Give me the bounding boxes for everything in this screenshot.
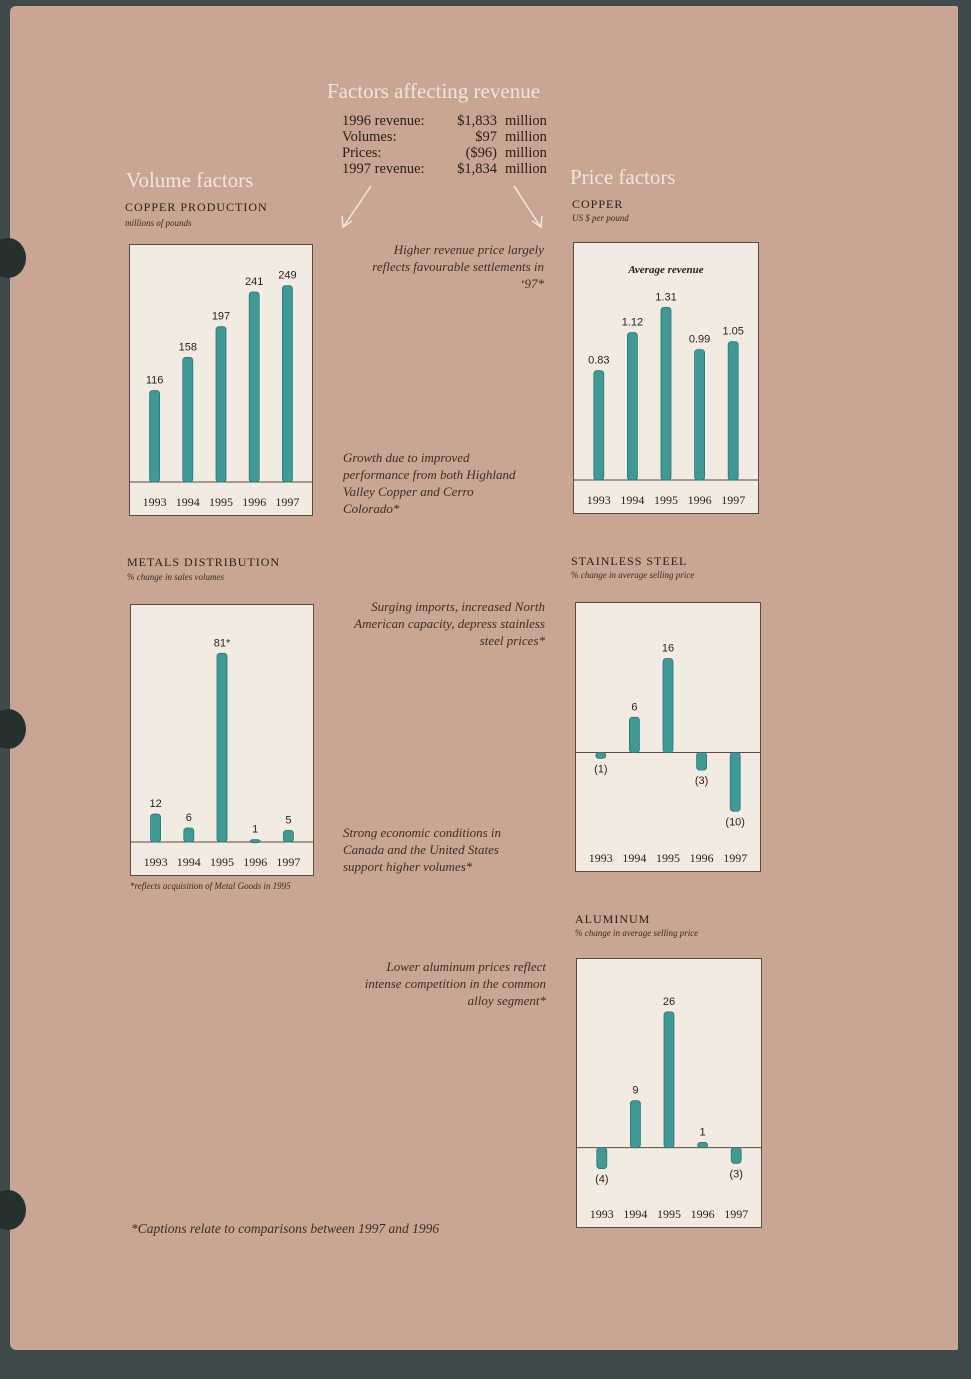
- chart-tick-label: 1993: [142, 495, 167, 509]
- metals-footnote: *reflects acquisition of Metal Goods in 1995: [130, 881, 291, 891]
- chart-tick-label: 1997: [275, 495, 300, 509]
- chart-subtitle: millions of pounds: [125, 218, 192, 228]
- chart-tick-label: 1996: [242, 495, 267, 509]
- report-page: [10, 6, 958, 1350]
- chart-data-label: 9: [632, 1084, 639, 1097]
- chart-data-label: 12: [149, 798, 162, 811]
- chart-svg: [574, 243, 758, 513]
- chart-tick-label: 1994: [176, 855, 201, 869]
- copper-price-chart: [573, 242, 759, 514]
- chart-tick-label: 1993: [589, 1207, 614, 1221]
- chart-data-label: 1.05: [722, 325, 744, 338]
- chart-data-label: (4): [595, 1173, 609, 1186]
- chart-data-label: 158: [178, 341, 197, 354]
- chart-tick-label: 1994: [175, 495, 200, 509]
- chart-svg: [131, 605, 313, 875]
- chart-data-label: 1: [699, 1126, 706, 1139]
- revenue-row: 1996 revenue: $1,833 million: [342, 113, 547, 129]
- caption-stainless: Surging imports, increased North American capacity, depress stainless steel prices*: [354, 599, 545, 648]
- chart-subtitle: % change in average selling price: [571, 570, 695, 580]
- caption-copper-price: Higher revenue price largely reflects favourable settlements in ‘97*: [372, 242, 544, 291]
- chart-bar: [596, 753, 606, 759]
- chart-tick-label: 1993: [586, 493, 611, 507]
- chart-data-label: 1.31: [655, 291, 677, 304]
- chart-data-label: (3): [694, 775, 709, 788]
- chart-bar: [661, 307, 671, 480]
- chart-bar: [698, 1142, 708, 1147]
- chart-tick-label: 1994: [622, 851, 647, 865]
- chart-bar: [630, 1101, 640, 1148]
- chart-data-label: 81*: [213, 637, 231, 650]
- binder-hole: [0, 1190, 26, 1230]
- chart-bar: [151, 814, 161, 842]
- chart-bar: [217, 653, 227, 842]
- chart-data-label: 0.83: [588, 354, 610, 367]
- chart-bar: [731, 1148, 741, 1164]
- chart-tick-label: 1993: [143, 855, 168, 869]
- chart-data-label: 197: [211, 310, 231, 323]
- chart-data-label: 6: [631, 701, 638, 714]
- chart-bar: [282, 286, 292, 482]
- chart-data-label: 1.12: [621, 316, 644, 329]
- aluminum-chart: [576, 958, 762, 1228]
- chart-bar: [184, 828, 194, 842]
- chart-tick-label: 1996: [690, 1207, 715, 1221]
- chart-bar: [283, 830, 293, 842]
- metals-distribution-chart: [130, 604, 314, 876]
- chart-inner-title: Average revenue: [628, 264, 704, 276]
- chart-data-label: 5: [285, 814, 292, 827]
- chart-bar: [663, 659, 673, 753]
- stainless-steel-chart: [575, 602, 761, 872]
- caption-metals: Strong economic conditions in Canada and the United States support higher volumes*: [343, 825, 502, 874]
- chart-tick-label: 1994: [620, 493, 645, 507]
- chart-data-label: 241: [245, 275, 264, 288]
- chart-bar: [695, 350, 705, 480]
- chart-data-label: 6: [185, 812, 192, 825]
- chart-data-label: 249: [278, 269, 297, 282]
- chart-subtitle: % change in sales volumes: [127, 572, 224, 582]
- chart-title: ALUMINUM: [575, 912, 651, 926]
- chart-svg: [130, 245, 312, 515]
- chart-bar: [216, 327, 226, 482]
- chart-tick-label: 1996: [687, 493, 712, 507]
- volume-factors-heading: Volume factors: [126, 168, 254, 192]
- chart-bar: [183, 357, 193, 482]
- revenue-row: Prices: ($96) million: [342, 145, 547, 161]
- chart-bar: [250, 840, 260, 843]
- page-title: Factors affecting revenue: [327, 79, 541, 103]
- chart-bar: [150, 391, 160, 482]
- price-factors-heading: Price factors: [570, 165, 676, 189]
- chart-title: STAINLESS STEEL: [571, 554, 688, 568]
- arrow-left-icon: [338, 184, 378, 232]
- caption-footnote: *Captions relate to comparisons between 1997 and 1996: [131, 1221, 440, 1236]
- chart-data-label: 0.99: [688, 333, 711, 346]
- binder-hole: [0, 238, 26, 278]
- chart-tick-label: 1996: [243, 855, 268, 869]
- chart-bar: [594, 371, 604, 480]
- chart-svg: [576, 603, 760, 871]
- chart-data-label: 1: [252, 823, 259, 836]
- chart-data-label: 116: [145, 374, 164, 387]
- chart-bar: [597, 1148, 607, 1169]
- chart-tick-label: 1996: [689, 851, 714, 865]
- chart-tick-label: 1995: [209, 495, 233, 509]
- chart-tick-label: 1997: [724, 1207, 749, 1221]
- chart-bar: [627, 332, 637, 480]
- chart-bar: [629, 717, 639, 752]
- chart-tick-label: 1995: [656, 851, 680, 865]
- chart-title: COPPER PRODUCTION: [125, 200, 268, 214]
- chart-tick-label: 1997: [721, 493, 746, 507]
- chart-data-label: 16: [661, 642, 675, 655]
- chart-subtitle: % change in average selling price: [575, 928, 699, 938]
- chart-bar: [697, 753, 707, 771]
- chart-bar: [728, 342, 738, 480]
- arrow-right-icon: [510, 184, 550, 232]
- chart-tick-label: 1997: [276, 855, 301, 869]
- copper-production-chart: [129, 244, 313, 516]
- revenue-row: Volumes: $97 million: [342, 129, 547, 145]
- chart-tick-label: 1997: [723, 851, 748, 865]
- chart-tick-label: 1995: [654, 493, 678, 507]
- chart-svg: [577, 959, 761, 1227]
- chart-tick-label: 1995: [210, 855, 234, 869]
- chart-data-label: (1): [594, 763, 608, 776]
- revenue-row: 1997 revenue: $1,834 million: [342, 161, 547, 177]
- caption-copper-volume: Growth due to improved performance from both Highland Valley Copper and Cerro Colorado*: [343, 450, 516, 516]
- chart-title: METALS DISTRIBUTION: [127, 555, 281, 569]
- chart-tick-label: 1993: [588, 851, 613, 865]
- chart-bar: [730, 753, 740, 812]
- chart-tick-label: 1994: [623, 1207, 648, 1221]
- binder-hole: [0, 709, 26, 749]
- chart-bar: [664, 1012, 674, 1148]
- chart-title: COPPER: [572, 197, 624, 211]
- chart-bar: [249, 292, 259, 482]
- chart-data-label: (3): [729, 1168, 743, 1181]
- chart-data-label: (10): [725, 816, 745, 829]
- revenue-summary: [342, 113, 547, 177]
- caption-aluminum: Lower aluminum prices reflect intense competition in the common alloy segment*: [364, 959, 546, 1008]
- chart-subtitle: US $ per pound: [572, 213, 629, 223]
- chart-data-label: 26: [662, 995, 676, 1008]
- chart-tick-label: 1995: [657, 1207, 681, 1221]
